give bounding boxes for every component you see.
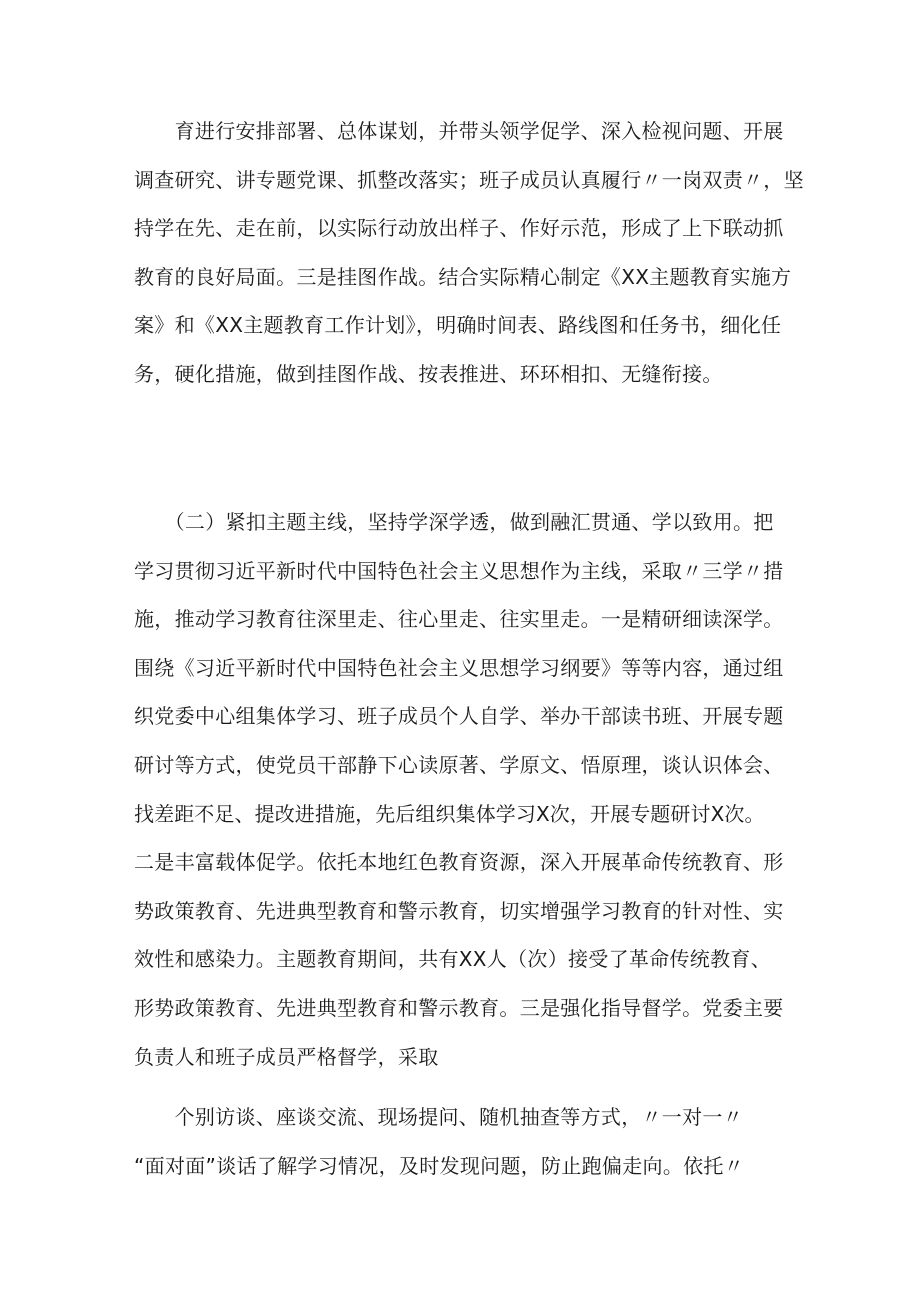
text-line: 负责人和班子成员严格督学，采取	[134, 1044, 439, 1069]
text-line: 围绕《习近平新时代中国特色社会主义思想学习纲要》等等内容，通过组	[134, 655, 784, 680]
text-line: 势政策教育、先进典型教育和警示教育，切实增强学习教育的针对性、实	[134, 898, 784, 923]
text-line: “面对面”谈话了解学习情况，及时发现问题，防止跑偏走向。依托〃	[134, 1153, 745, 1178]
paragraph-2	[134, 498, 814, 1081]
text-line: 施，推动学习教育往深里走、往心里走、往实里走。一是精研细读深学。	[134, 607, 784, 632]
text-line: 持学在先、走在前，以实际行动放出样子、作好示范，形成了上下联动抓	[134, 216, 784, 241]
text-line: 个别访谈、座谈交流、现场提问、随机抽查等方式，〃一对一〃	[134, 1105, 743, 1129]
text-line: 形势政策教育、先进典型教育和警示教育。三是强化指导督学。党委主要	[134, 995, 784, 1020]
text-line: 务，硬化措施，做到挂图作战、按表推进、环环相扣、无缝衔接。	[134, 361, 723, 386]
text-line: 育进行安排部署、总体谋划，并带头领学促学、深入检视问题、开展	[134, 119, 784, 143]
text-line: 调查研究、讲专题党课、抓整改落实；班子成员认真履行〃一岗双责〃，坚	[134, 167, 804, 192]
paragraph-1	[134, 107, 814, 399]
text-line: （二）紧扣主题主线，坚持学深学透，做到融汇贯通、学以致用。把	[134, 510, 774, 534]
text-line: 研讨等方式，使党员干部静下心读原著、学原文、悟原理，谈认识体会、	[134, 752, 784, 777]
paragraph-3	[134, 1093, 814, 1190]
text-line: 二是丰富载体促学。依托本地红色教育资源，深入开展革命传统教育、形	[134, 850, 784, 875]
text-line: 织党委中心组集体学习、班子成员个人自学、举办干部读书班、开展专题	[134, 704, 784, 729]
text-line: 找差距不足、提改进措施，先后组织集体学习X次，开展专题研讨X次。	[134, 801, 765, 826]
text-line: 教育的良好局面。三是挂图作战。结合实际精心制定《XX主题教育实施方	[134, 264, 792, 289]
text-line: 学习贯彻习近平新时代中国特色社会主义思想作为主线，采取〃三学〃措	[134, 558, 784, 583]
text-line: 案》和《XX主题教育工作计划》，明确时间表、路线图和任务书，细化任	[134, 313, 782, 338]
text-line: 效性和感染力。主题教育期间，共有XX人（次）接受了革命传统教育、	[134, 947, 772, 972]
